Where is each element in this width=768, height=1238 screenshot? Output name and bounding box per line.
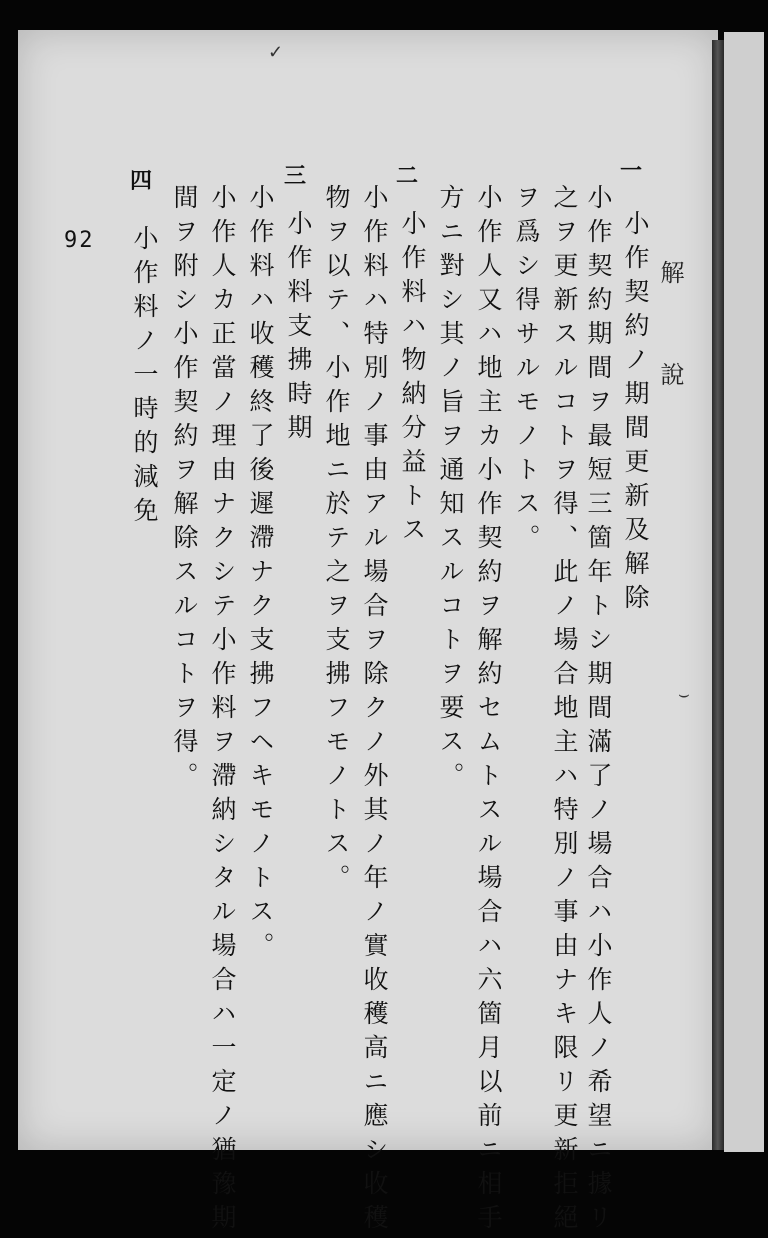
text-column-10: 小作料支拂時期 <box>284 210 313 448</box>
stray-mark: ✓ <box>268 42 284 63</box>
header-title-part1: 解 <box>656 260 684 284</box>
header-title-part2: 說 <box>656 362 684 386</box>
text-column-13: 間ヲ附シ小作契約ヲ解除スルコトヲ得。 <box>170 184 199 796</box>
text-column-3: 之ヲ更新スルコトヲ得、此ノ場合地主ハ特別ノ事由ナキ限リ更新拒絕 <box>550 184 579 1238</box>
section-marker-1: 一 <box>620 158 643 184</box>
right-margin-strip <box>724 32 764 1152</box>
text-column-1: 小作契約ノ期間更新及解除 <box>621 210 650 618</box>
text-column-8: 小作料ハ特別ノ事由アル場合ヲ除クノ外其ノ年ノ實收穫高ニ應シ收穫 <box>360 184 389 1238</box>
text-column-2: 小作契約期間ヲ最短三箇年トシ期間滿了ノ場合ハ小作人ノ希望ニ據リ <box>584 184 613 1238</box>
pencil-mark: ⌣ <box>678 684 690 705</box>
text-column-4: ヲ爲シ得サルモノトス。 <box>512 184 541 558</box>
text-column-7: 小作料ハ物納分益トス <box>398 210 427 550</box>
text-column-11: 小作料ハ收穫終了後遲滯ナク支拂フヘキモノトス。 <box>246 184 275 966</box>
section-marker-4: 四 <box>130 168 153 194</box>
text-column-9: 物ヲ以テ、小作地ニ於テ之ヲ支拂フモノトス。 <box>322 184 351 898</box>
page-number: 92 <box>64 228 95 253</box>
text-column-12: 小作人カ正當ノ理由ナクシテ小作料ヲ滯納シタル場合ハ一定ノ猶豫期 <box>208 184 237 1238</box>
text-column-6: 方ニ對シ其ノ旨ヲ通知スルコトヲ要ス。 <box>436 184 465 796</box>
section-marker-2: 二 <box>396 163 419 189</box>
section-marker-3: 三 <box>284 163 307 189</box>
text-column-5: 小作人又ハ地主カ小作契約ヲ解約セムトスル場合ハ六箇月以前ニ相手 <box>474 184 503 1238</box>
text-column-14: 小作料ノ一時的減免 <box>130 225 159 531</box>
